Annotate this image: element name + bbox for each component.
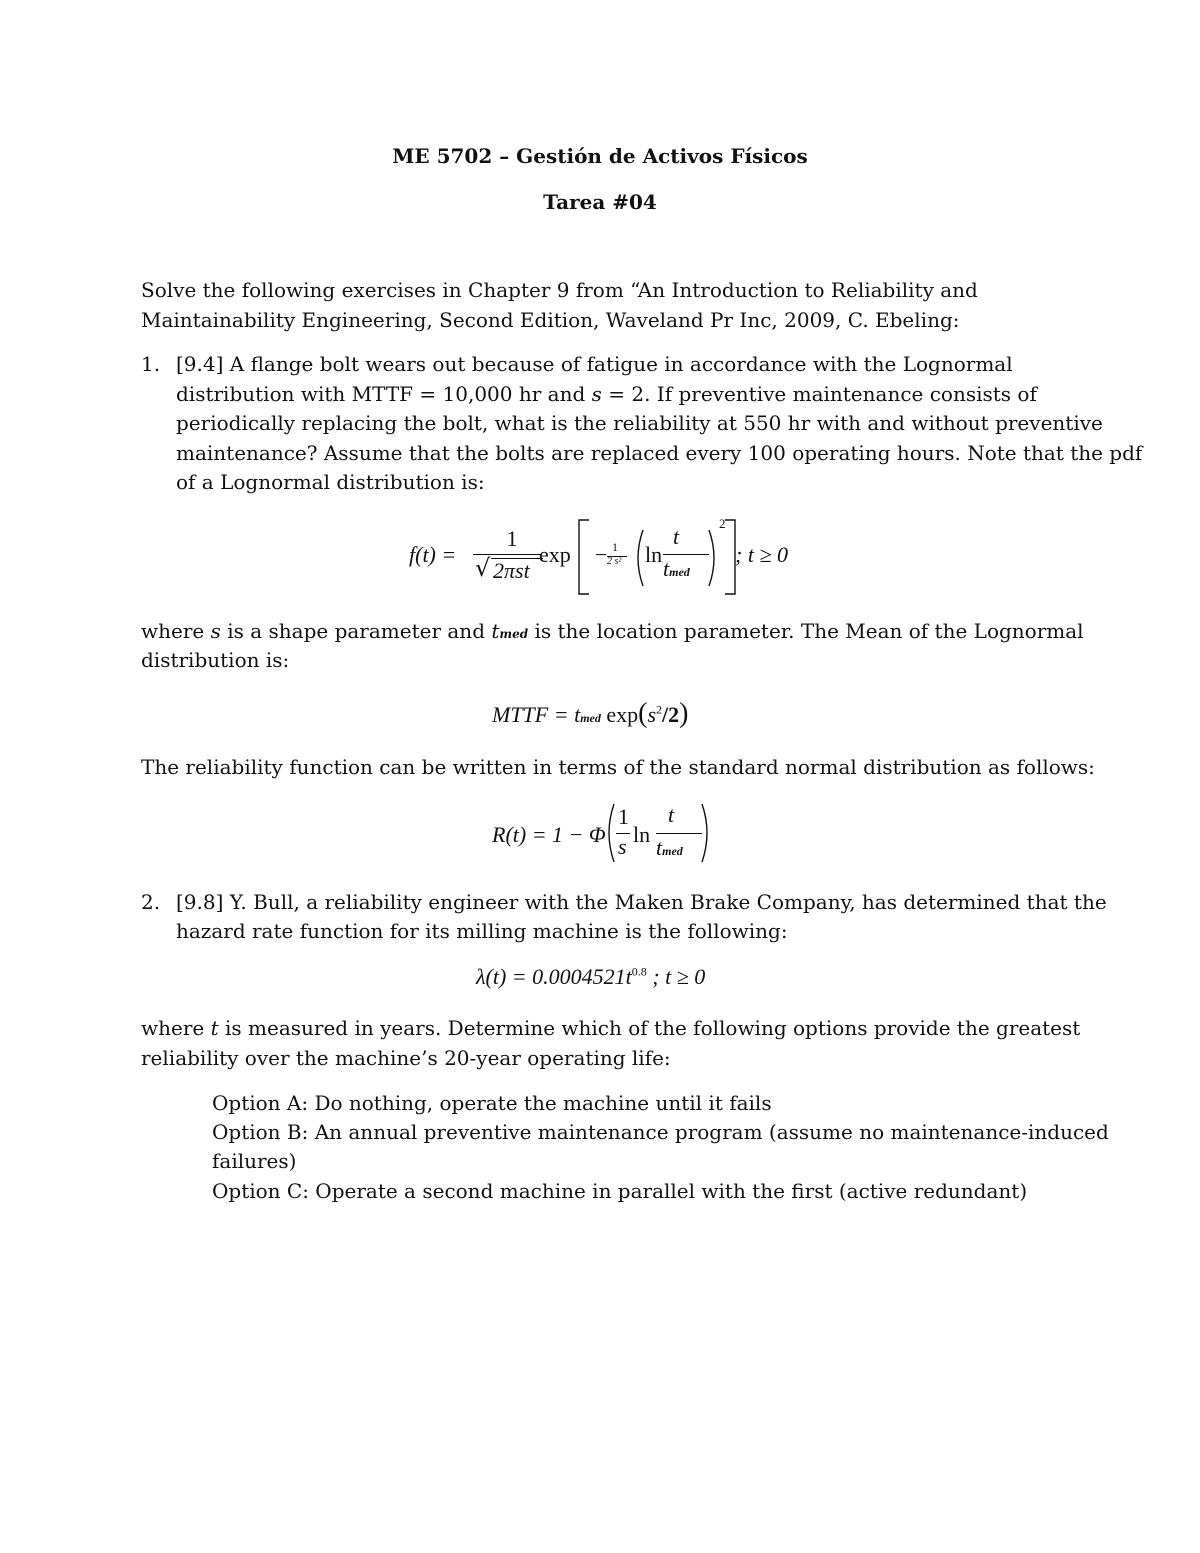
option-a: Option A: Do nothing, operate the machine until it fails bbox=[212, 1091, 772, 1115]
pdf-lhs: f(t) = bbox=[409, 542, 457, 567]
sqrt-icon: √ bbox=[475, 554, 491, 582]
option-b-continued: failures) bbox=[212, 1149, 297, 1173]
option-c: Option C: Operate a second machine in parallel with the first (active redundant) bbox=[212, 1179, 1028, 1203]
pdf-square: 2 bbox=[719, 516, 726, 531]
q2-where-line-2: reliability over the machine’s 20-year operating life: bbox=[141, 1046, 671, 1070]
pdf-half-den: 2 s² bbox=[607, 556, 622, 567]
q1-where-line-1: where s is a shape parameter and tmed is the location parameter. The Mean of the Lognormal bbox=[141, 619, 1084, 643]
rel-s: s bbox=[618, 834, 627, 859]
q1-line-4: maintenance? Assume that the bolts are replaced every 100 operating hours. Note that the pdf bbox=[176, 441, 1143, 465]
option-b: Option B: An annual preventive maintenance program (assume no maintenance-induced bbox=[212, 1120, 1109, 1144]
pdf-equation bbox=[405, 510, 805, 600]
rel-lhs: R(t) = 1 − Φ bbox=[492, 822, 606, 847]
q1-line-2: distribution with MTTF = 10,000 hr and s = 2. If preventive maintenance consists of bbox=[176, 382, 1037, 406]
left-paren-icon bbox=[631, 528, 645, 588]
q2-number: 2. bbox=[141, 890, 161, 914]
rel-t: t bbox=[668, 802, 675, 827]
pdf-minus: − bbox=[595, 542, 608, 567]
assignment-title: Tarea #04 bbox=[543, 190, 657, 214]
course-title: ME 5702 – Gestión de Activos Físicos bbox=[392, 144, 808, 168]
pdf-denominator: 2πst bbox=[493, 558, 530, 583]
pdf-numerator: 1 bbox=[506, 526, 518, 551]
rel-right-paren-icon bbox=[700, 802, 714, 864]
right-paren-icon bbox=[707, 528, 721, 588]
q1-reliability-text: The reliability function can be written in terms of the standard normal distribution as follows: bbox=[141, 755, 1095, 779]
rel-left-paren-icon bbox=[602, 802, 616, 864]
pdf-exp: exp bbox=[539, 542, 571, 567]
q1-number: 1. bbox=[141, 352, 161, 376]
pdf-half-num: 1 bbox=[612, 540, 618, 554]
q2-line-1: [9.8] Y. Bull, a reliability engineer with the Maken Brake Company, has determined that the bbox=[176, 890, 1107, 914]
q1-line-1: [9.4] A flange bolt wears out because of fatigue in accordance with the Lognormal bbox=[176, 352, 1013, 376]
hazard-equation: $\lambda(t) = 0.0004521t^{0.8}$ ; t ≥ 0 bbox=[476, 964, 706, 989]
rel-one: 1 bbox=[618, 804, 629, 829]
q1-line-5: of a Lognormal distribution is: bbox=[176, 470, 485, 494]
pdf-inner-bar bbox=[663, 554, 709, 555]
mttf-equation: MTTF = tmed $\exp(s^2/2)$ bbox=[492, 698, 689, 729]
q2-where-line-1: where t is measured in years. Determine which of the following options provide the greatest bbox=[141, 1016, 1081, 1040]
rel-tmed: tmed bbox=[656, 835, 683, 860]
left-bracket-icon bbox=[575, 518, 595, 596]
pdf-t: t bbox=[673, 524, 680, 549]
pdf-condition: ; t ≥ 0 bbox=[735, 542, 789, 567]
q1-where-line-2: distribution is: bbox=[141, 648, 290, 672]
intro-line-2: Maintainability Engineering, Second Edition, Waveland Pr Inc, 2009, C. Ebeling: bbox=[141, 308, 960, 332]
rel-ln: ln bbox=[633, 822, 651, 847]
reliability-equation bbox=[492, 798, 722, 868]
rel-inner-bar bbox=[656, 833, 702, 834]
intro-line-1: Solve the following exercises in Chapter 9 from “An Introduction to Reliability and bbox=[141, 278, 978, 302]
q1-line-3: periodically replacing the bolt, what is the reliability at 550 hr with and without preventive bbox=[176, 411, 1103, 435]
q2-line-2: hazard rate function for its milling machine is the following: bbox=[176, 919, 788, 943]
pdf-ln: ln bbox=[645, 542, 663, 567]
pdf-tmed: tmed bbox=[663, 556, 690, 581]
